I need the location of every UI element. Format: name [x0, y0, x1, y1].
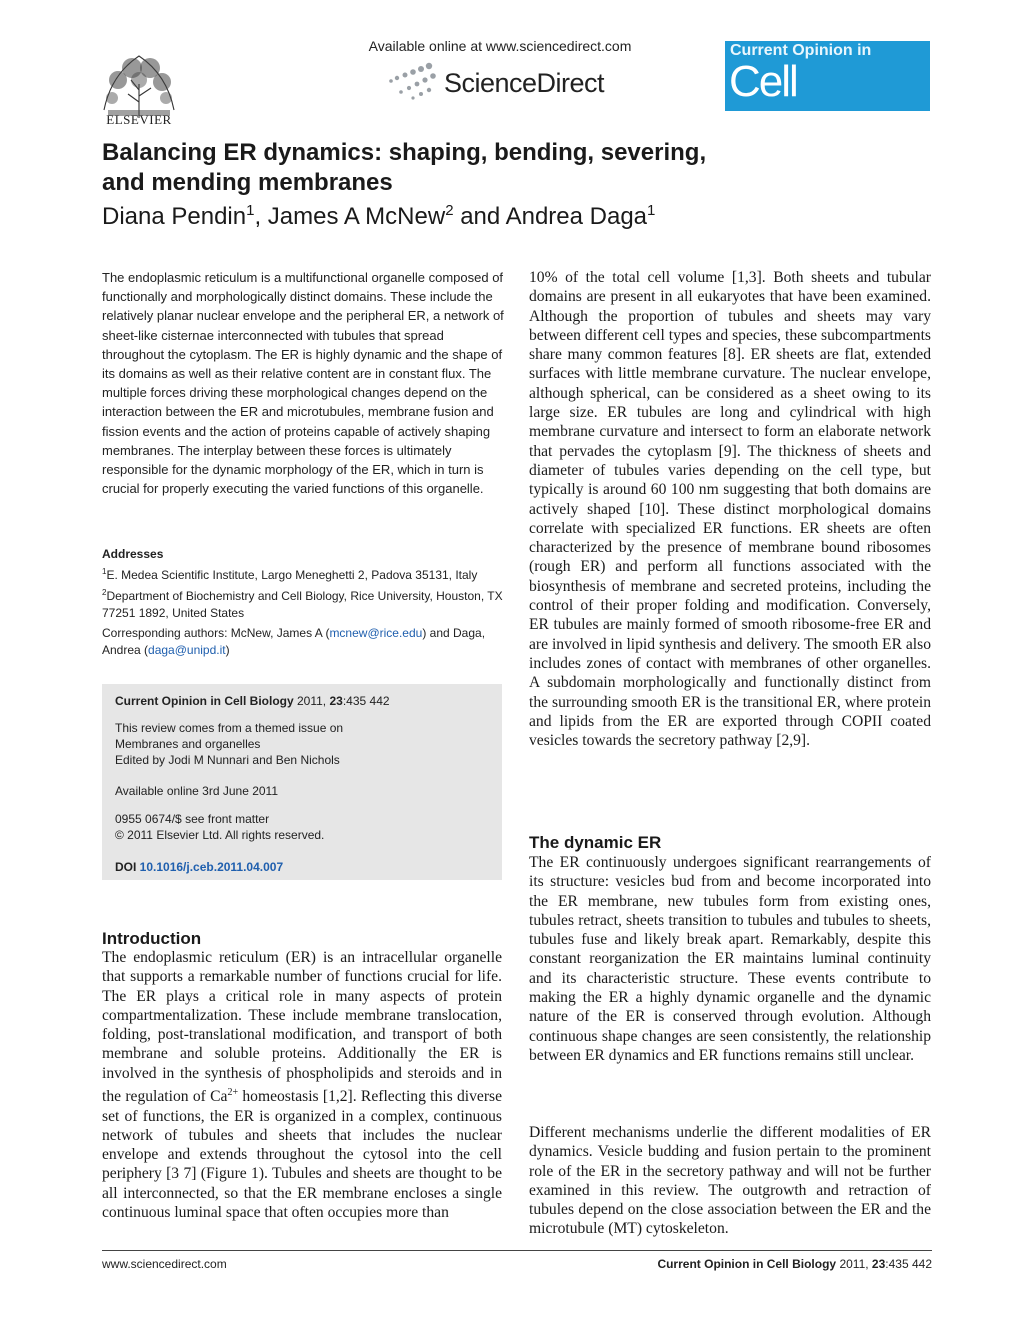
journal-logo-line2: Cell Biology [729, 57, 860, 156]
footer-website[interactable]: www.sciencedirect.com [102, 1257, 227, 1271]
citation-pages: :435 442 [342, 694, 390, 708]
journal-logo-line1: Current Opinion in [730, 42, 872, 59]
themed-issue-topic: Membranes and organelles [115, 737, 261, 751]
right-column-paragraph: 10% of the total cell volume [1,3]. Both sheets and tubular domains are present in all eukaryotes that have been examined. Although the proportion of tubules and sheets may vary between different cell types and species, these subcompartments share many common features [8]. ER sheets are flat, extended surfaces with little membrane curvature. The nuclear envelope, although spherical, can be considered as a sheet owing to its large size. ER tubules are long and cylindrical with high membrane curvature and intersect to form an elaborate network that pervades the cytoplasm [9]. The thickness of sheets and diameter of tubules varies depending on the cell type, but typically is around 60 100 nm suggesting that both domains are actively shaped [10]. These distinct morphological domains correlate with specialized ER functions. ER sheets are often characterized by the presence of membrane bound ribosomes (rough ER) and perform all functions associated with the biosynthesis of membrane and secreted proteins, including the control of their proper folding and modification. Conversely, ER tubules are mainly formed of smooth ribosome-free ER and are involved in lipid synthesis and delivery. The smooth ER also includes zones of contact with membranes of other organelles. A subdomain morphologically and functionally distinct from the surrounding smooth ER is the transitional ER, where protein and lipids from the ER are exported through COPII coated vesicles towards the secretory pathway [2,9]. [529, 269, 931, 750]
address-item [102, 563, 504, 584]
author-name: Andrea Daga [505, 203, 648, 230]
footer-divider [102, 1250, 932, 1251]
footer-volume: 23 [871, 1257, 886, 1271]
abstract: The endoplasmic reticulum is a multifunctional organelle composed of functionally and morphologically distinct domains. These include the relatively planar nuclear envelope and the peripheral ER, a network of sheet-like cisternae interconnected with tubules that spread throughout the cytoplasm. The ER is highly dynamic and the shape of its domains as well as their relative content are in constant flux. The multiple forces driving these morphological changes depend on the interaction between the ER and microtubules, membrane fusion and fission events and the action of proteins capable of actively shaping membranes. The interplay between these forces is ultimately responsible for the dynamic morphology of the ER, which in turn is crucial for properly executing the varied functions of this organelle. [102, 270, 504, 497]
available-online-date: Available online 3rd June 2011 [115, 784, 279, 798]
publisher-name: ELSEVIER [106, 112, 172, 127]
journal-name: Current Opinion in Cell Biology [115, 694, 294, 708]
copyright-line: © 2011 Elsevier Ltd. All rights reserved. [115, 828, 325, 842]
footer-citation [540, 1257, 932, 1271]
title-line-1: Balancing ER dynamics: shaping, bending, severing, [102, 139, 707, 166]
email-link[interactable]: mcnew@rice.edu [329, 626, 423, 640]
citation-line [115, 693, 390, 709]
author-separator: and [453, 203, 506, 230]
title-line-2: and mending membranes [102, 169, 393, 196]
dynamic-er-heading: The dynamic ER [529, 833, 662, 852]
footer-journal: Current Opinion in Cell Biology [657, 1257, 837, 1271]
author-affiliation-sup: 1 [647, 202, 656, 219]
calcium-charge-sup: 2+ [227, 1087, 239, 1099]
editors-line: Edited by Jodi M Nunnari and Ben Nichols [115, 753, 340, 767]
addresses-heading: Addresses [102, 547, 164, 561]
available-online-text: Available online at www.sciencedirect.com [368, 38, 632, 54]
author-separator: , [254, 203, 268, 230]
citation-volume: 23 [329, 694, 343, 708]
mechanisms-paragraph: Different mechanisms underlie the different modalities of ER dynamics. Vesicle budding and fusion pertain to the prominent role of the ER in the secretory pathway and will not be further examined in this review. The outgrowth and retraction of tubules depend on the close association between the ER and the microtubule (MT) cytoskeleton. [529, 1124, 931, 1238]
dynamic-er-paragraph: The ER continuously undergoes significant rearrangements of its structure: vesicles bud from and become incorporated into the ER membrane, new tubules form from existing ones, tubules retract, sheets transition to tubules and tubules to sheets, tubules fuse and likely break apart. Remarkably, despite this constant reorganization the ER maintains luminal continuity and its characteristic structure. These events contribute to making the ER a highly dynamic organelle and the dynamic nature of the ER is conserved through evolution. Although continuous shape changes are seen consistently, the relationship between ER dynamics and ER functions remains still unclear. [529, 854, 931, 1064]
address-text: Department of Biochemistry and Cell Biology, Rice University, Houston, TX 77251 1892, United States [102, 589, 503, 620]
intro-text-cont: homeostasis [1,2]. Reflecting this diverse set of functions, the ER is organized in a complex, continuous network of tubules and sheets that includes the nuclear envelope and extends throughout the cytosol into the cell periphery [3 7] (Figure 1). Tubules and sheets are thought to be all interconnected, so that the ER membrane encloses a single continuous luminal space that often occupies more than [102, 1088, 503, 1222]
article-info-box [102, 684, 502, 880]
introduction-body [102, 948, 502, 1222]
address-sup: 1 [102, 567, 107, 576]
corresp-text: Corresponding authors: McNew, James A ( [102, 626, 330, 640]
address-item [102, 584, 504, 622]
introduction-heading: Introduction [102, 929, 202, 948]
author-name: James A McNew [267, 203, 446, 230]
email-link[interactable]: daga@unipd.it [148, 643, 226, 657]
corresp-text: ) [225, 643, 230, 657]
address-sup: 2 [102, 588, 107, 597]
author-affiliation-sup: 1 [246, 202, 255, 219]
doi-label: DOI [115, 860, 140, 874]
sciencedirect-wordmark: ScienceDirect [444, 68, 605, 98]
intro-text: The endoplasmic reticulum (ER) is an intracellular organelle that supports a remarkable number of functions crucial for life. The ER plays a critical role in many aspects of protein compartmentalization. These include membrane translocation, folding, post-translational modification, and transport of both membrane and soluble proteins. Additionally the ER is involved in the synthesis of phospholipids and steroids and in the regulation of Ca [102, 949, 502, 1106]
doi-line [115, 859, 283, 875]
corresponding-authors [102, 625, 504, 659]
author-name: Diana Pendin [102, 203, 247, 230]
address-text: E. Medea Scientific Institute, Largo Meneghetti 2, Padova 35131, Italy [106, 568, 478, 582]
addresses [102, 546, 504, 622]
citation-year: 2011, [293, 694, 330, 708]
doi-link[interactable]: 10.1016/j.ceb.2011.04.007 [139, 860, 284, 874]
corresp-text: ) and Daga, Andrea ( [102, 626, 486, 657]
journal-logo [725, 41, 930, 156]
issn-line: 0955 0674/$ see front matter [115, 812, 270, 826]
footer-year: 2011, [836, 1257, 872, 1271]
article-title [102, 138, 862, 198]
themed-issue-line: This review comes from a themed issue on [115, 721, 344, 735]
author-affiliation-sup: 2 [445, 202, 454, 219]
footer-pages: :435 442 [885, 1257, 932, 1271]
author-list [102, 196, 862, 232]
